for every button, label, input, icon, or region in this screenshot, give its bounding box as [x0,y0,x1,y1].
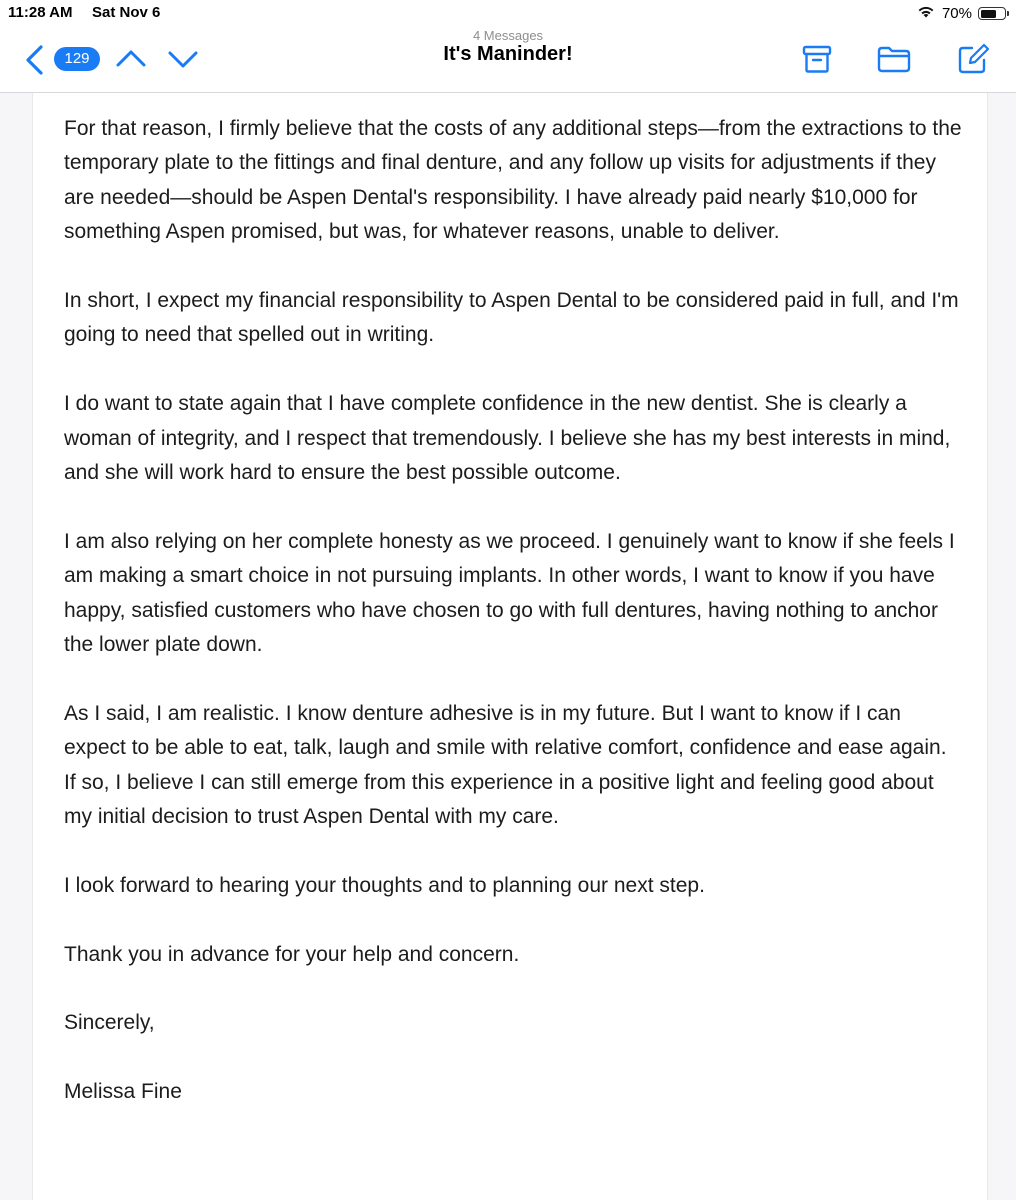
thread-header [308,28,708,66]
page-margin-right [987,93,1016,1200]
body-paragraph: For that reason, I firmly believe that the costs of any additional steps—from the extractions to the temporary plate to the fittings and final denture, and any follow up visits for adjustments if they are needed—should be Aspen Dental's responsibility. I have already paid nearly $10,000 for something Aspen promised, but was, for whatever reasons, unable to deliver. [64,117,962,244]
status-indicators [916,4,1006,23]
body-paragraph: I do want to state again that I have complete confidence in the new dentist. She is clearly a woman of integrity, and I respect that tremendously. I believe she has my best interests in mind, and she will work hard to ensure the best possible outcome. [64,392,951,485]
compose-icon [956,42,990,76]
message-body [64,112,964,1144]
body-paragraph: Thank you in advance for your help and concern. [64,942,520,966]
battery-icon [978,7,1006,20]
chevron-up-icon [114,45,148,73]
body-paragraph: I am also relying on her complete honesty as we proceed. I genuinely want to know if she feels I am making a smart choice in not pursuing implants. In other words, I want to know if you have happy, satisfied customers who have chosen to go with full dentures, having nothing to anchor the lower plate down. [64,529,955,657]
folder-icon [876,42,912,76]
compose-button[interactable] [956,42,990,76]
chevron-down-icon [166,45,200,73]
battery-percent: 70% [941,5,972,22]
status-date: Sat Nov 6 [92,4,161,21]
body-paragraph: As I said, I am realistic. I know denture adhesive is in my future. But I want to know if I can expect to be able to eat, talk, laugh and smile with relative comfort, confidence and ease again. If so, I believe I can still emerge from this experience in a positive light and feeling good about my initial decision to trust Aspen Dental with my care. [64,701,947,829]
message-count: 4 Messages [472,28,544,43]
chevron-left-icon [22,42,52,78]
status-time: 11:28 AM [8,4,73,21]
status-bar [0,0,1016,28]
wifi-icon [916,4,936,23]
body-paragraph: I look forward to hearing your thoughts and to planning our next step. [64,873,705,897]
move-to-folder-button[interactable] [876,42,912,76]
back-button[interactable] [22,42,52,78]
battery-fill [981,10,996,18]
signature-name: Melissa Fine [64,1080,182,1104]
previous-message-button[interactable] [114,45,148,73]
archive-icon [800,42,834,76]
body-paragraph: In short, I expect my financial responsibility to Aspen Dental to be considered paid in full, and I'm going to need that spelled out in writing. [64,289,959,347]
sign-off: Sincerely, [64,1011,155,1035]
thread-title: It's Maninder! [443,43,573,65]
archive-button[interactable] [800,42,834,76]
next-message-button[interactable] [166,45,200,73]
nav-bar [0,28,1016,93]
unread-count-badge[interactable]: 129 [54,47,100,71]
page-margin-left [0,93,32,1200]
